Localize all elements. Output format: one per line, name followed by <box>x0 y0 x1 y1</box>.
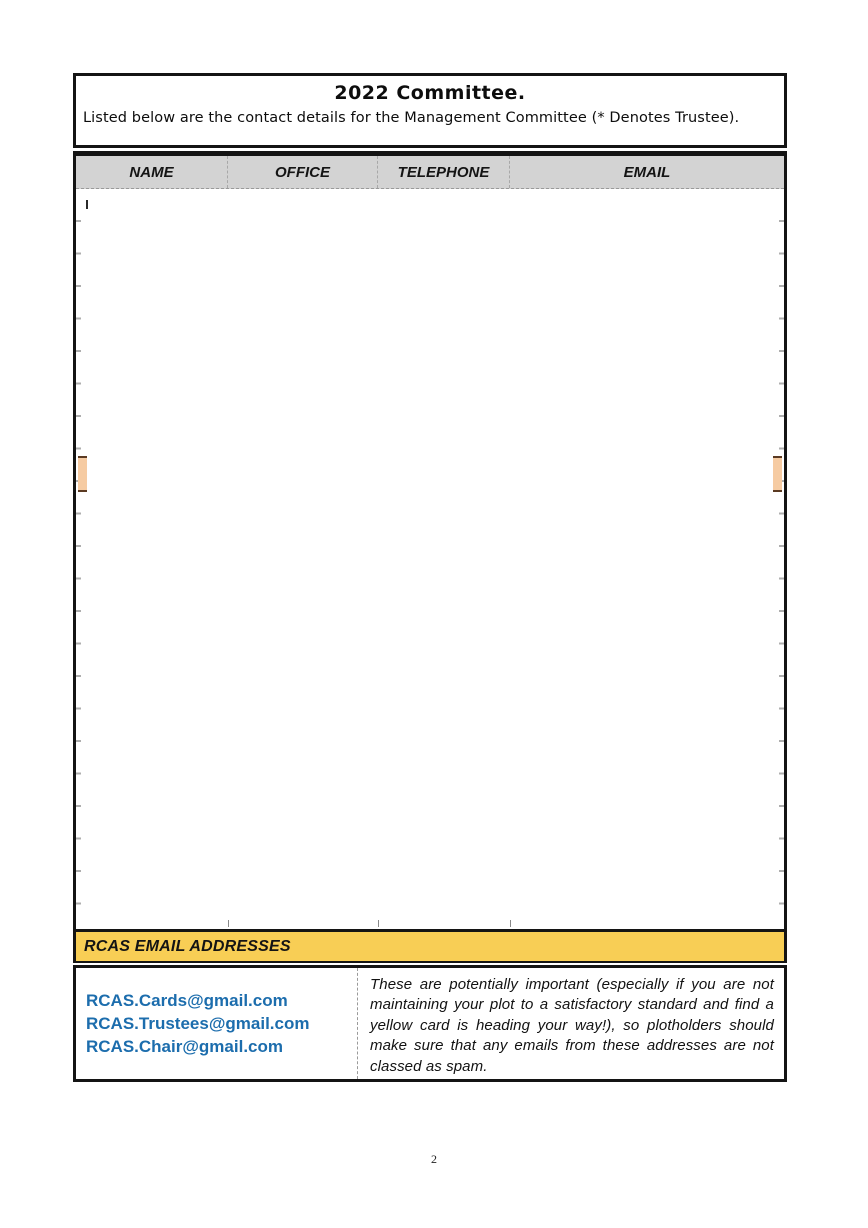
column-divider-tick <box>510 920 511 927</box>
row-separator-remnants-left <box>76 220 81 920</box>
email-addresses-box <box>73 965 787 1082</box>
title-box <box>73 73 787 148</box>
row-separator-remnants-right <box>779 220 784 920</box>
email-list <box>76 968 358 1079</box>
column-header-email: EMAIL <box>623 163 671 181</box>
page-number: 2 <box>431 1152 437 1166</box>
email-section-bar <box>73 930 787 963</box>
email-link-chair[interactable]: RCAS.Chair@gmail.com <box>86 1036 284 1056</box>
column-divider-tick <box>378 920 379 927</box>
column-header-office: OFFICE <box>228 156 378 188</box>
column-divider-tick <box>228 920 229 927</box>
stray-mark <box>86 200 88 209</box>
committee-table <box>73 151 787 932</box>
page-title: 2022 Committee. <box>334 82 526 104</box>
page-subtitle: Listed below are the contact details for the Management Committee (* Denotes Trustee). <box>83 110 740 126</box>
email-section-heading: RCAS EMAIL ADDRESSES <box>84 937 291 955</box>
email-link-trustees[interactable]: RCAS.Trustees@gmail.com <box>86 1013 310 1033</box>
table-header-row <box>76 156 784 189</box>
email-importance-note: These are potentially important (especially if you are not maintaining your plot to a satisfactory standard and find a yellow card is heading your way!), so plotholders should make sure that any emails from these addresses are not classed as spam. <box>370 976 774 1075</box>
email-link-cards[interactable]: RCAS.Cards@gmail.com <box>86 990 288 1010</box>
highlighted-row-remnant-right <box>773 456 782 492</box>
highlighted-row-remnant-left <box>78 456 87 492</box>
column-header-telephone: TELEPHONE <box>378 156 510 188</box>
column-header-name: NAME <box>76 156 228 188</box>
